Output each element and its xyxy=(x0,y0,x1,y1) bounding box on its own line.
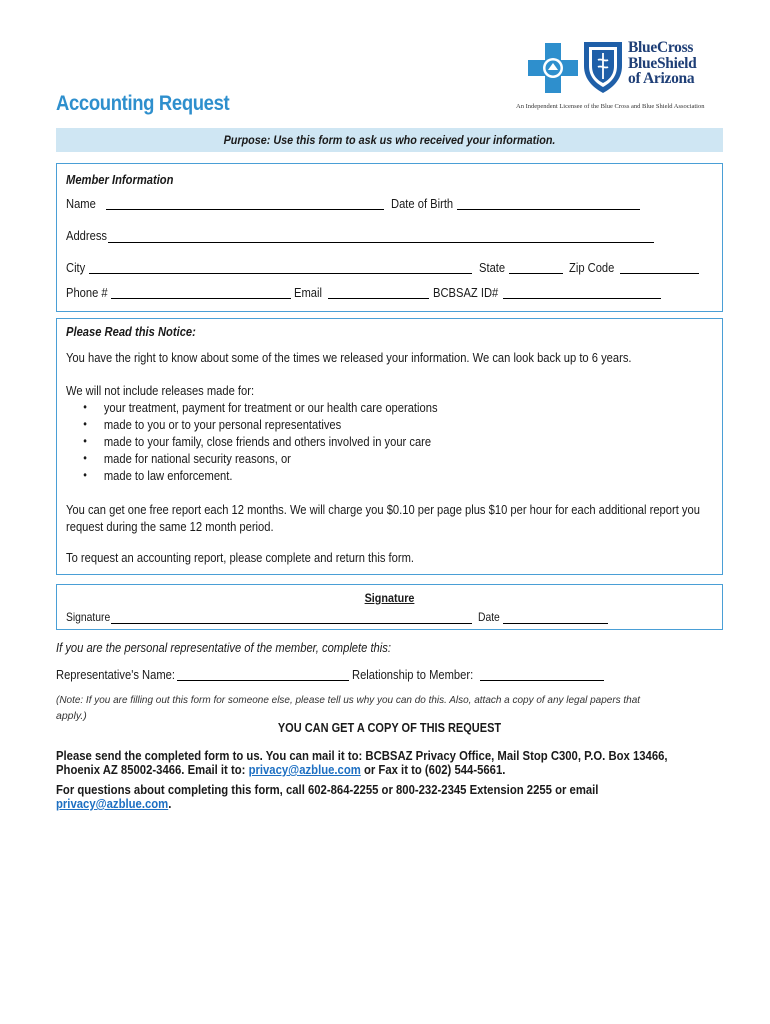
state-field[interactable] xyxy=(509,273,563,274)
city-label: City xyxy=(66,260,86,275)
copy-notice: YOU CAN GET A COPY OF THIS REQUEST xyxy=(277,721,502,735)
zip-field[interactable] xyxy=(620,273,699,274)
address-label: Address xyxy=(66,228,108,243)
bcbsaz-id-label: BCBSAZ ID# xyxy=(433,285,499,300)
member-information-section xyxy=(56,163,723,312)
list-item: • your treatment, payment for treatment or our health care operations xyxy=(66,399,438,416)
name-label: Name xyxy=(66,196,96,211)
notice-paragraph-1: You have the right to know about some of the times we released your information. We can look back up to 6 years. xyxy=(66,350,632,365)
notice-paragraph-2: We will not include releases made for: xyxy=(66,383,255,398)
relationship-field[interactable] xyxy=(480,680,604,681)
signature-field[interactable] xyxy=(111,623,472,624)
representative-note: (Note: If you are filling out this form for someone else, please tell us why you can do this. Also, attach a copy of any legal papers that apply.) xyxy=(56,694,641,722)
representative-name-label: Representative's Name: xyxy=(56,667,175,682)
purpose-bar xyxy=(56,128,723,152)
phone-label: Phone # xyxy=(66,285,108,300)
representative-name-field[interactable] xyxy=(177,680,349,681)
questions-email-link[interactable]: privacy@azblue.com xyxy=(56,796,169,811)
list-item: • made to you or to your personal representatives xyxy=(66,416,438,433)
zip-label: Zip Code xyxy=(569,260,615,275)
notice-paragraph-3-line-2: request during the same 12 month period. xyxy=(66,519,274,534)
name-field[interactable] xyxy=(106,209,384,210)
city-field[interactable] xyxy=(89,273,472,274)
dob-field[interactable] xyxy=(457,209,640,210)
signature-section xyxy=(56,584,723,630)
purpose-text: Purpose: Use this form to ask us who received your information. xyxy=(223,133,556,147)
notice-paragraph-3-line-1: You can get one free report each 12 months. We will charge you $0.10 per page plus $10 per hour for each additional report you xyxy=(66,502,700,517)
bcbsaz-id-field[interactable] xyxy=(503,298,661,299)
questions-line-1: For questions about completing this form, call 602-864-2255 or 800-232-2345 Extension 2255 or email xyxy=(56,782,599,797)
dob-label: Date of Birth xyxy=(391,196,454,211)
send-line-2: Phoenix AZ 85002-3466. Email it to: privacy@azblue.com or Fax it to (602) 544-5661. xyxy=(56,762,506,777)
signature-date-field[interactable] xyxy=(503,623,608,624)
privacy-email-link[interactable]: privacy@azblue.com xyxy=(248,762,361,777)
signature-label: Signature xyxy=(66,610,111,624)
blue-shield-icon xyxy=(582,40,624,94)
send-line-1: Please send the completed form to us. You can mail it to: BCBSAZ Privacy Office, Mail Stop C300, P.O. Box 13466, xyxy=(56,748,668,763)
page-title: Accounting Request xyxy=(56,92,230,115)
signature-date-label: Date xyxy=(478,610,500,624)
list-item: • made to law enforcement. xyxy=(66,467,438,484)
email-label: Email xyxy=(294,285,322,300)
notice-paragraph-4: To request an accounting report, please complete and return this form. xyxy=(66,550,415,565)
state-label: State xyxy=(479,260,506,275)
phone-field[interactable] xyxy=(111,298,291,299)
relationship-label: Relationship to Member: xyxy=(352,667,474,682)
licensee-text: An Independent Licensee of the Blue Cross and Blue Shield Association xyxy=(516,103,705,110)
questions-instructions xyxy=(56,783,680,811)
send-instructions xyxy=(56,749,759,777)
questions-line-2: privacy@azblue.com. xyxy=(56,796,172,811)
email-field[interactable] xyxy=(328,298,429,299)
representative-intro: If you are the personal representative of the member, complete this: xyxy=(56,640,391,655)
brand-name: BlueCross BlueShield of Arizona xyxy=(628,39,697,87)
list-item: • made to your family, close friends and others involved in your care xyxy=(66,433,438,450)
blue-cross-icon xyxy=(528,43,578,93)
signature-heading: Signature xyxy=(364,591,415,605)
notice-heading: Please Read this Notice: xyxy=(66,324,196,339)
brand-logo xyxy=(516,39,738,120)
list-item: • made for national security reasons, or xyxy=(66,450,438,467)
member-heading: Member Information xyxy=(66,172,174,187)
address-field[interactable] xyxy=(108,242,654,243)
notice-section xyxy=(56,318,723,575)
exclusion-list xyxy=(66,399,438,484)
